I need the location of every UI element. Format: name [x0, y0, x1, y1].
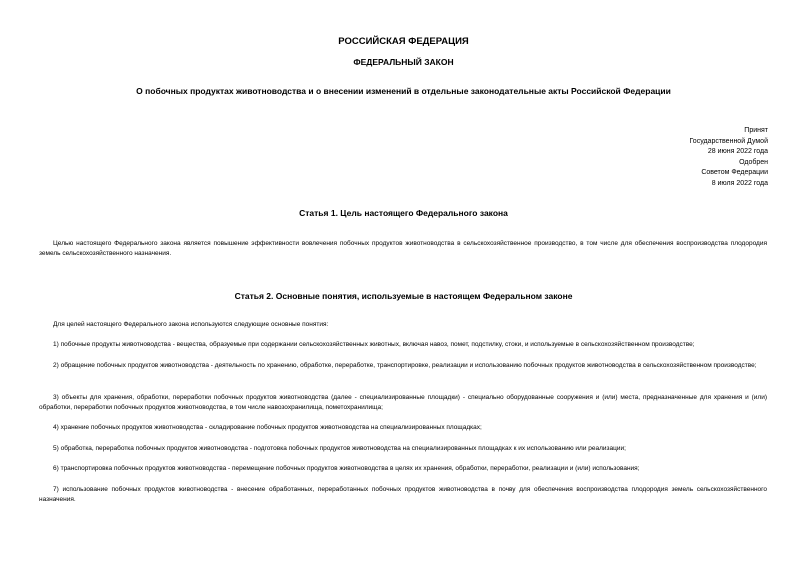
definition-item: 4) хранение побочных продуктов животноводства - складирование побочных продуктов животноводства на специализированных площадках; — [53, 424, 482, 431]
definition-item: 2) обращение побочных продуктов животноводства - деятельность по хранению, обработке, переработке, транспортировке, реализации и использованию побочных продуктов животноводства в сельскохозяйственном производстве; — [53, 362, 757, 369]
definition-item: 7) использование побочных продуктов животноводства - внесение обработанных, переработанных побочных продуктов животноводства в почву для обеспечения воспроизводства плодородия земель сельскохозяйственного назначения. — [39, 486, 767, 503]
law-title: О побочных продуктах животноводства и о внесении изменений в отдельные законодательные акты Российской Федерации — [136, 86, 671, 96]
adoption-line: Одобрен — [739, 158, 768, 166]
article-1-text: Целью настоящего Федерального закона является повышение эффективности вовлечения побочных продуктов животноводства в сельскохозяйственное производство, в том числе для обеспечения воспроизводства плодородия земель сельскохозяйственного назначения. — [39, 240, 767, 257]
definition-item: 3) объекты для хранения, обработки, переработки побочных продуктов животноводства (далее - специализированные площадки) - специально оборудованные сооружения и (или) места, предназначенные для хранения и (или) обработки, переработки побочных продуктов животноводства, в том числе навозохранилища, пометохранилища; — [39, 394, 767, 411]
doc-type-heading: ФЕДЕРАЛЬНЫЙ ЗАКОН — [353, 57, 454, 67]
country-heading: РОССИЙСКАЯ ФЕДЕРАЦИЯ — [338, 36, 469, 47]
adoption-line: 8 июля 2022 года — [711, 179, 768, 187]
definition-item: 1) побочные продукты животноводства - вещества, образуемые при содержании сельскохозяйственных животных, включая навоз, помет, подстилку, стоки, и используемые в сельскохозяйственном производстве; — [53, 341, 695, 348]
definition-item: 5) обработка, переработка побочных продуктов животноводства - подготовка побочных продуктов животноводства на специализированных площадках к их использованию или реализации; — [53, 445, 626, 452]
adoption-line: Государственной Думой — [689, 137, 768, 145]
adoption-block — [689, 126, 768, 189]
article-2-intro: Для целей настоящего Федерального закона используются следующие основные понятия: — [53, 321, 329, 328]
adoption-line: Советом Федерации — [701, 169, 768, 176]
article-1-heading: Статья 1. Цель настоящего Федерального закона — [299, 208, 508, 218]
adoption-line: Принят — [744, 127, 768, 134]
definition-item: 6) транспортировка побочных продуктов животноводства - перемещение побочных продуктов животноводства в целях их хранения, обработки, переработки, реализации и (или) использования; — [53, 465, 640, 472]
article-2-heading: Статья 2. Основные понятия, используемые в настоящем Федеральном законе — [234, 291, 573, 301]
adoption-line: 28 июня 2022 года — [707, 148, 768, 155]
